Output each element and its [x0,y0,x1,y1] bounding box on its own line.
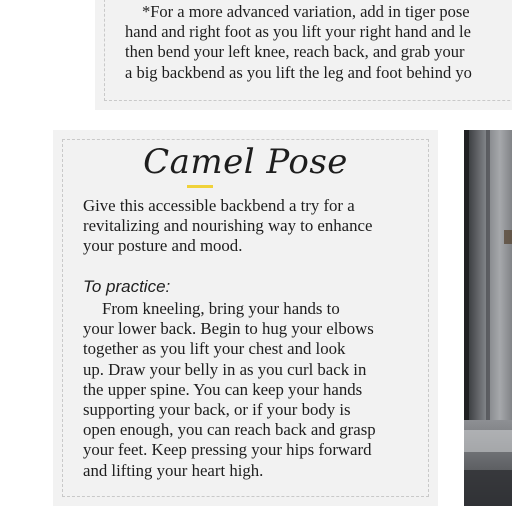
advanced-variation-card [95,0,512,110]
text-line: From kneeling, bring your hands to [102,299,340,318]
camel-pose-card [53,130,438,506]
text-line: and lifting your heart high. [83,460,264,480]
practice-paragraph [83,299,423,481]
text-line: open enough, you can reach back and grasp [83,420,376,440]
text-line: your posture and mood. [83,236,243,256]
text-line: hand and right foot as you lift your right hand and le [125,22,471,42]
camel-pose-title: Camel Pose [143,142,348,182]
text-line: *For a more advanced variation, add in tiger pose [142,2,470,21]
text-line: the upper spine. You can keep your hands [83,379,363,399]
text-line: your lower back. Begin to hug your elbows [83,319,374,339]
title-accent-underline [187,185,213,188]
studio-photo-image [464,130,512,506]
practice-heading: To practice: [83,277,171,296]
yoga-photo [464,130,512,506]
text-line: a big backbend as you lift the leg and foot behind yo [125,62,472,82]
text-line: Give this accessible backbend a try for a [83,196,355,215]
text-line: revitalizing and nourishing way to enhance [83,216,373,236]
text-line: your feet. Keep pressing your hips forward [83,440,372,460]
intro-paragraph [83,196,423,257]
text-line: together as you lift your chest and look [83,339,346,359]
text-line: then bend your left knee, reach back, and grab your [125,42,465,62]
advanced-variation-text [125,2,512,83]
text-line: supporting your back, or if your body is [83,399,351,419]
text-line: up. Draw your belly in as you curl back in [83,359,367,379]
